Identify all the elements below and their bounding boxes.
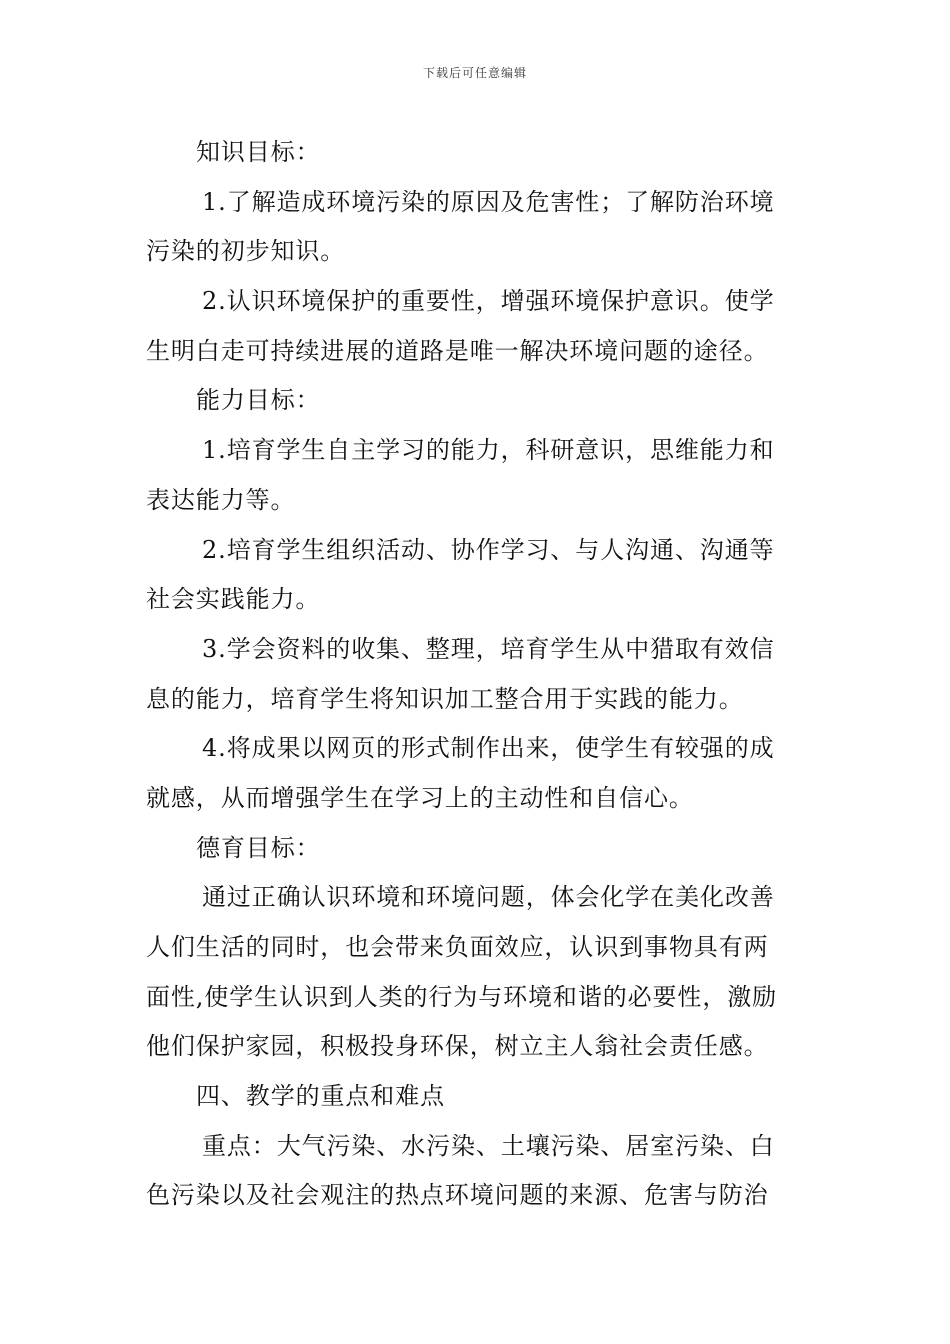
- paragraph-line: 重点：大气污染、水污染、土壤污染、居室污染、白: [202, 1131, 775, 1160]
- heading-moral-goals: 德育目标：: [196, 833, 321, 862]
- paragraph-line: 污染的初步知识。: [146, 237, 346, 266]
- paragraph-line: 就感，从而增强学生在学习上的主动性和自信心。: [146, 783, 694, 812]
- paragraph-line: 4.将成果以网页的形式制作出来，使学生有较强的成: [202, 734, 775, 763]
- paragraph-line: 表达能力等。: [146, 485, 296, 514]
- heading-ability-goals: 能力目标：: [196, 386, 321, 415]
- paragraph-line: 面性,使学生认识到人类的行为与环境和谐的必要性，激励: [146, 982, 778, 1011]
- paragraph-line: 他们保护家园，积极投身环保，树立主人翁社会责任感。: [146, 1032, 769, 1061]
- document-body: [146, 128, 810, 1221]
- paragraph-line: 1.了解造成环境污染的原因及危害性；了解防治环境: [202, 187, 775, 216]
- paragraph-line: 色污染以及社会观注的热点环境问题的来源、危害与防治: [146, 1181, 769, 1210]
- paragraph-line: 通过正确认识环境和环境问题，体会化学在美化改善: [202, 883, 775, 912]
- paragraph-line: 生明白走可持续进展的道路是唯一解决环境问题的途径。: [146, 336, 769, 365]
- heading-key-points: 四、教学的重点和难点: [196, 1082, 445, 1111]
- paragraph-line: 1.培育学生自主学习的能力，科研意识，思维能力和: [202, 436, 775, 465]
- paragraph-line: 3.学会资料的收集、整理，培育学生从中猎取有效信: [202, 634, 775, 663]
- paragraph-line: 社会实践能力。: [146, 585, 321, 614]
- paragraph-line: 2.认识环境保护的重要性，增强环境保护意识。使学: [202, 287, 775, 316]
- heading-knowledge-goals: 知识目标：: [196, 138, 321, 166]
- paragraph-line: 人们生活的同时，也会带来负面效应，认识到事物具有两: [146, 933, 769, 961]
- paragraph-line: 息的能力，培育学生将知识加工整合用于实践的能力。: [146, 684, 744, 713]
- paragraph-line: 2.培育学生组织活动、协作学习、与人沟通、沟通等: [202, 535, 775, 564]
- page-header: 下载后可任意编辑: [422, 66, 527, 80]
